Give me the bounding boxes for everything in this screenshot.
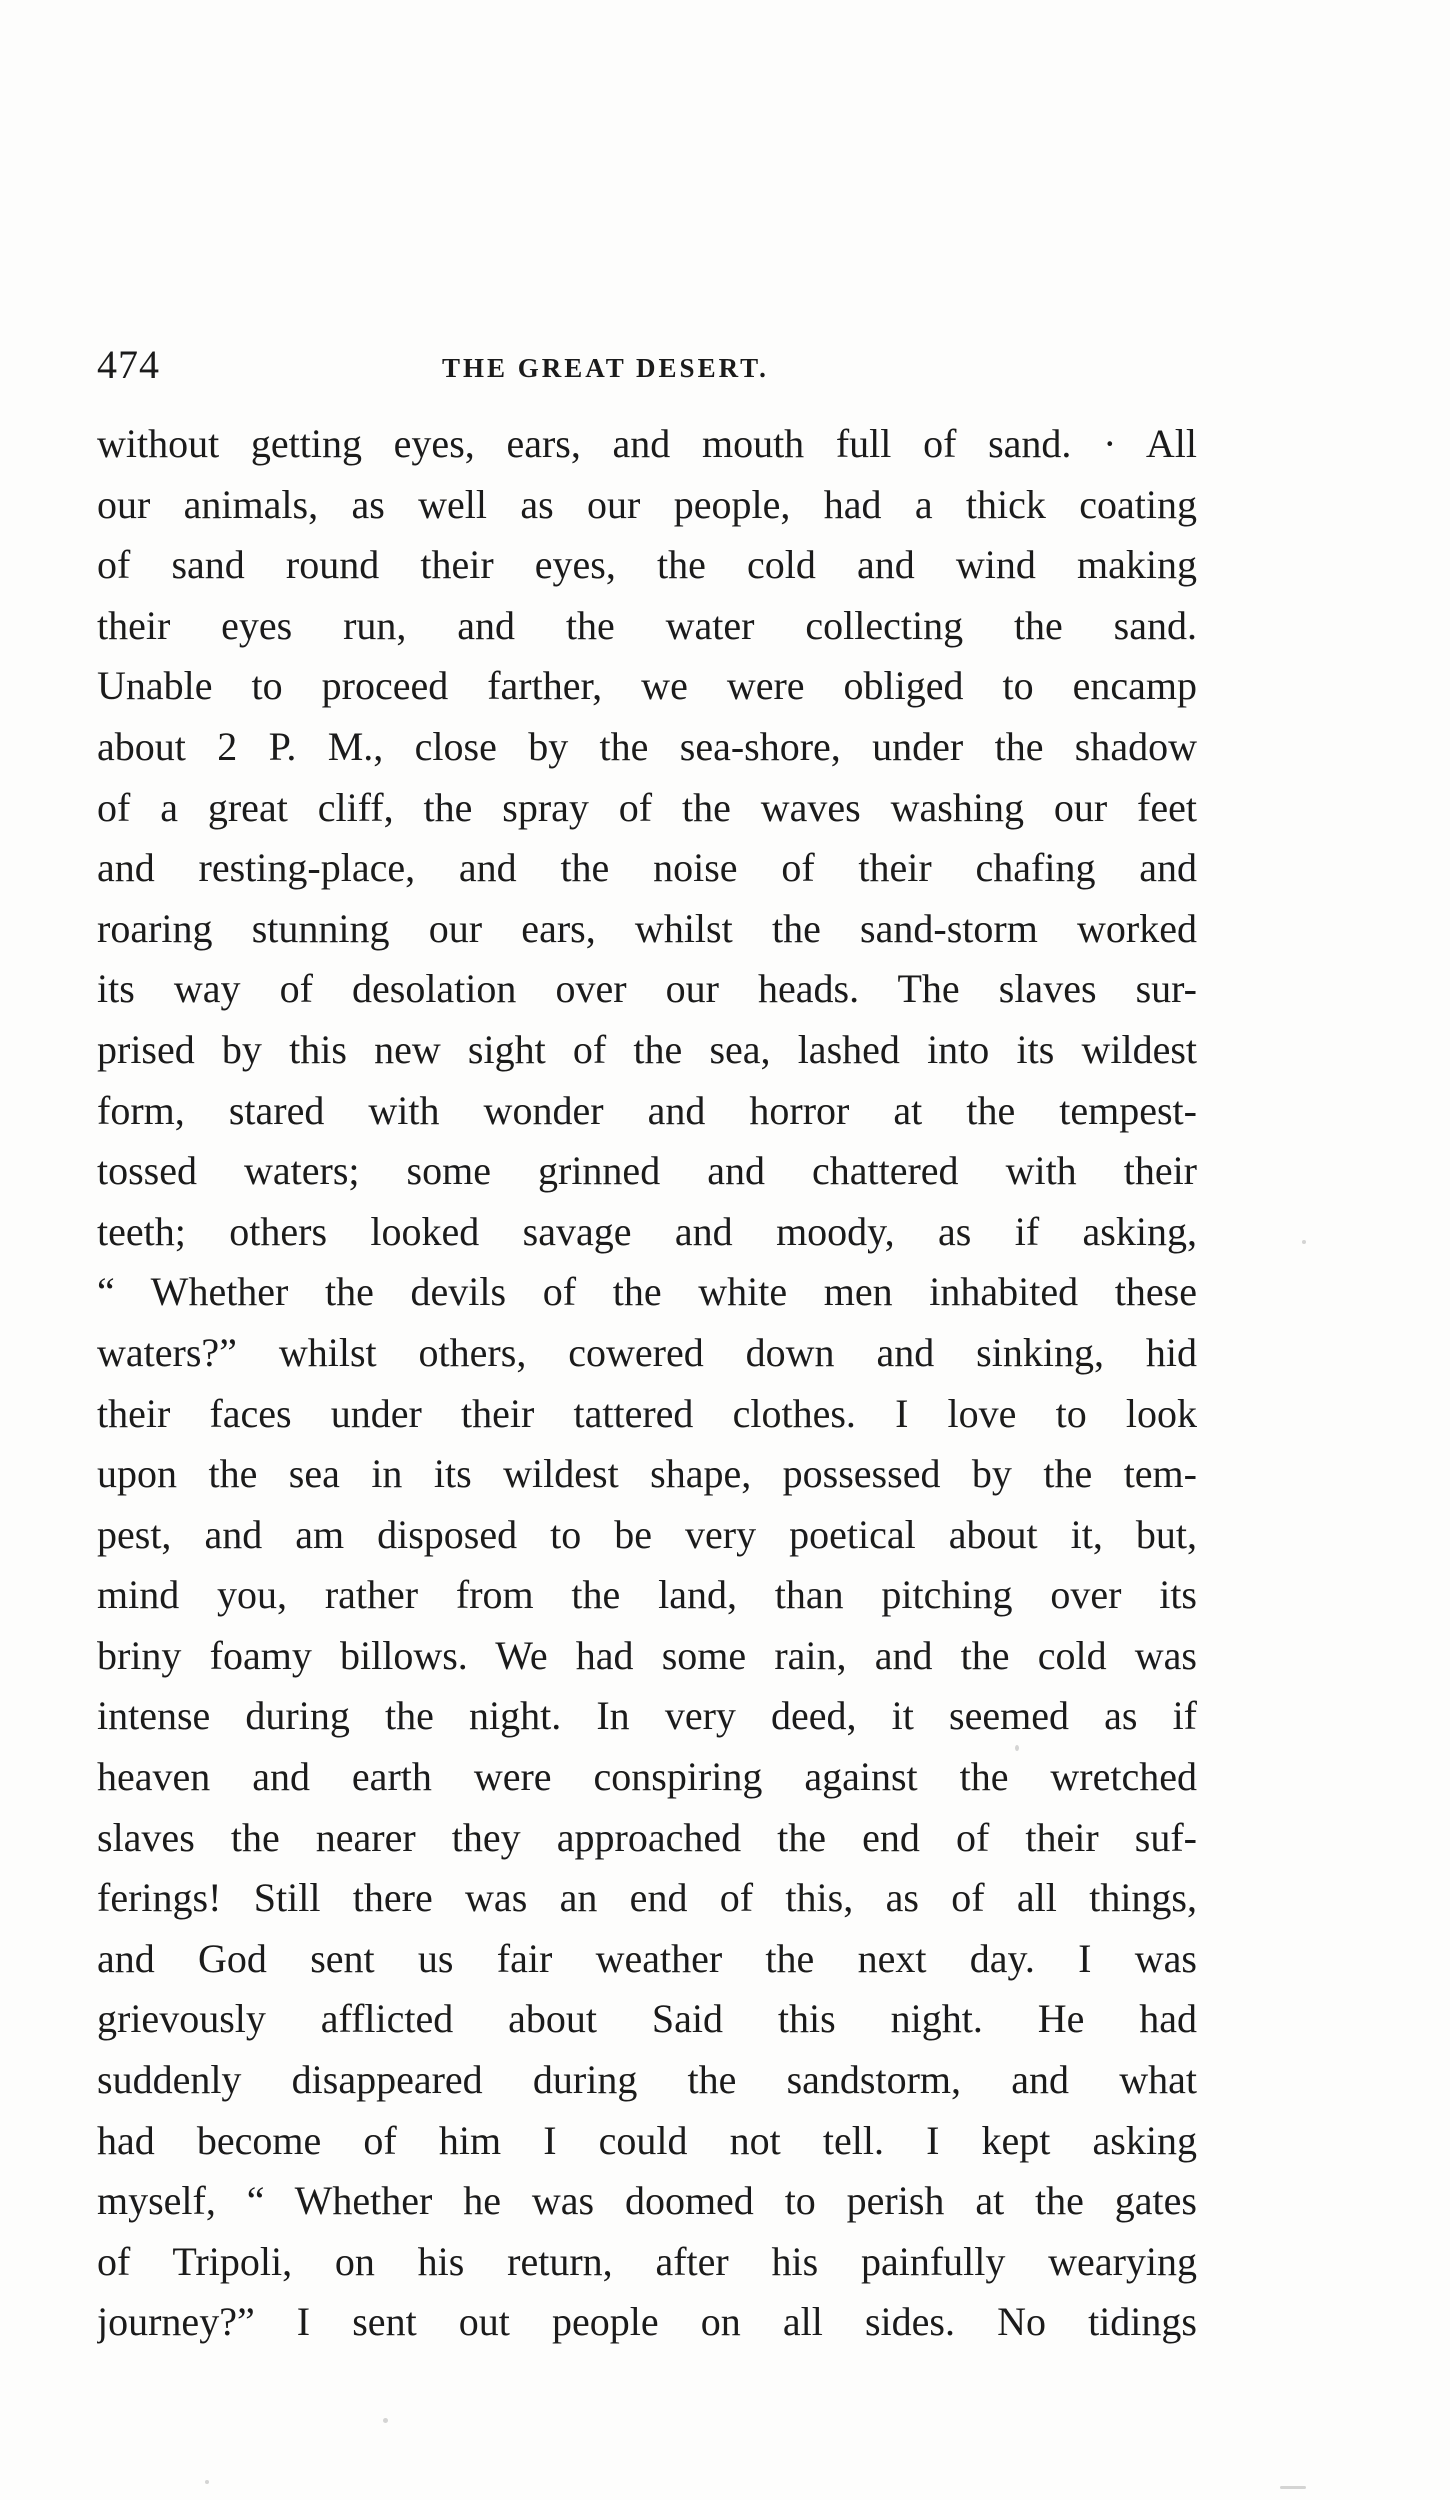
scan-speck <box>1015 1745 1019 1751</box>
text-line: journey?” I sent out people on all sides. No tidings <box>97 2299 1197 2345</box>
scan-speck <box>205 2480 209 2484</box>
text-line: upon the sea in its wildest shape, possessed by the tem- <box>97 1451 1197 1497</box>
text-line: its way of desolation over our heads. The slaves sur- <box>97 966 1197 1012</box>
scan-speck <box>383 2418 388 2423</box>
text-line: of Tripoli, on his return, after his painfully wearying <box>97 2238 1197 2284</box>
page-number: 474 <box>97 342 160 387</box>
text-line: prised by this new sight of the sea, lashed into its wildest <box>97 1026 1197 1072</box>
text-line: their eyes run, and the water collecting the sand. <box>97 602 1197 648</box>
scan-speck <box>1302 1240 1306 1244</box>
text-line: and resting-place, and the noise of their chafing and <box>97 845 1197 891</box>
text-line: heaven and earth were conspiring against the wretched <box>97 1754 1197 1800</box>
text-line: ferings! Still there was an end of this, as of all things, <box>97 1875 1197 1921</box>
text-line: our animals, as well as our people, had a thick coating <box>97 481 1197 527</box>
text-line: roaring stunning our ears, whilst the sand-storm worked <box>97 905 1197 951</box>
text-line: waters?” whilst others, cowered down and sinking, hid <box>97 1329 1197 1375</box>
text-line: had become of him I could not tell. I kept asking <box>97 2117 1197 2163</box>
text-line: slaves the nearer they approached the end of their suf- <box>97 1814 1197 1860</box>
scan-speck <box>1280 2486 1306 2489</box>
text-line: of sand round their eyes, the cold and wind making <box>97 542 1197 588</box>
text-line: of a great cliff, the spray of the waves washing our feet <box>97 784 1197 830</box>
text-line: suddenly disappeared during the sandstorm, and what <box>97 2057 1197 2103</box>
text-line: grievously afflicted about Said this night. He had <box>97 1996 1197 2042</box>
body-text <box>97 414 1197 2353</box>
text-line: “ Whether the devils of the white men inhabited these <box>97 1269 1197 1315</box>
text-line: myself, “ Whether he was doomed to perish at the gates <box>97 2178 1197 2224</box>
text-line: tossed waters; some grinned and chattered with their <box>97 1148 1197 1194</box>
text-line: their faces under their tattered clothes. I love to look <box>97 1390 1197 1436</box>
text-line: teeth; others looked savage and moody, as if asking, <box>97 1208 1197 1254</box>
text-line: Unable to proceed farther, we were obliged to encamp <box>97 663 1197 709</box>
text-line: mind you, rather from the land, than pitching over its <box>97 1572 1197 1618</box>
text-line: briny foamy billows. We had some rain, and the cold was <box>97 1632 1197 1678</box>
text-line: and God sent us fair weather the next day. I was <box>97 1935 1197 1981</box>
running-title: THE GREAT DESERT. <box>442 353 769 383</box>
text-line: pest, and am disposed to be very poetical about it, but, <box>97 1511 1197 1557</box>
text-line: form, stared with wonder and horror at the tempest- <box>97 1087 1197 1133</box>
text-line: intense during the night. In very deed, it seemed as if <box>97 1693 1197 1739</box>
text-line: without getting eyes, ears, and mouth full of sand. · All <box>97 421 1197 466</box>
running-head <box>97 335 1207 395</box>
text-line: about 2 P. M., close by the sea-shore, under the shadow <box>97 723 1197 769</box>
